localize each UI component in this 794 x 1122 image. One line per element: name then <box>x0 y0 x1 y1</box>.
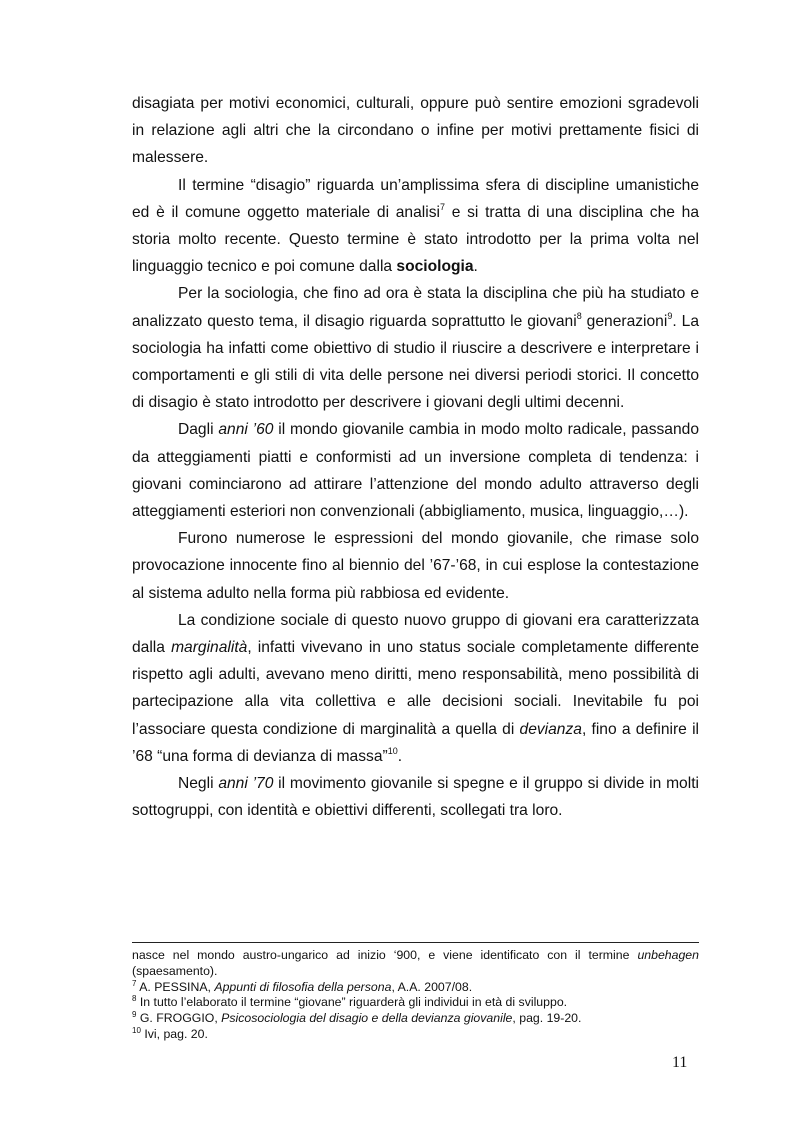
footnote-ref-8: 8 <box>576 310 582 321</box>
footnote-continuation: nasce nel mondo austro-ungarico ad inizio ‘900, e viene identificato con il termine unbehagen (spaesamento). <box>132 948 699 978</box>
bold-term: sociologia <box>396 258 474 276</box>
footnote-7: $^7$ A. PESSINA, Appunti di filosofia della persona, A.A. 2007/08. <box>132 978 473 994</box>
footnote-ref-10: 10 <box>387 745 398 756</box>
body-text <box>132 90 699 824</box>
footnote-10: $^{10}$ Ivi, pag. 20. <box>132 1025 208 1041</box>
paragraph-4: Dagli anni ’60 il mondo giovanile cambia in modo molto radicale, passando da atteggiamenti piatti e conformisti ad un inversione completa di tendenza: i giovani cominciarono ad attirare l’attenzione del mondo adulto attraverso degli atteggiamenti esteriori non convenzionali (abbigliamento, musica, linguaggio,…). <box>132 421 699 521</box>
footnote-8: $^8$ In tutto l’elaborato il termine “giovane” riguarderà gli individui in età di sviluppo. <box>132 994 568 1010</box>
paragraph-3: Per la sociologia, che fino ad ora è stata la disciplina che più ha studiato e analizzato questo tema, il disagio riguarda soprattutto le giovani$^8$ generazioni$^9$. La sociologia ha infatti come obiettivo di studio il riuscire a descrivere e interpretare i comportamenti e gli stili di vita delle persone nei diversi periodi storici. Il concetto di disagio è stato introdotto per descrivere i giovani degli ultimi decenni. <box>132 285 699 412</box>
footnote-separator <box>132 942 699 943</box>
footnote-ref-7: 7 <box>439 201 445 212</box>
paragraph-2: Il termine “disagio” riguarda un’amplissima sfera di discipline umanistiche ed è il comune oggetto materiale di analisi$^7$ e si tratta di una disciplina che ha storia molto recente. Questo termine è stato introdotto per la prima volta nel linguaggio tecnico e poi comune dalla sociologia. <box>132 176 699 276</box>
paragraph-5: Furono numerose le espressioni del mondo giovanile, che rimase solo provocazione innocente fino al biennio del ’67-’68, in cui esplose la contestazione al sistema adulto nella forma più rabbiosa ed evidente. <box>132 530 699 602</box>
footnote-ref-9: 9 <box>667 310 673 321</box>
paragraph-7: Negli anni ’70 il movimento giovanile si spegne e il gruppo si divide in molti sottogruppi, con identità e obiettivi differenti, scollegati tra loro. <box>132 775 699 820</box>
paragraph-6: La condizione sociale di questo nuovo gruppo di giovani era caratterizzata dalla marginalità, infatti vivevano in uno status sociale completamente differente rispetto agli adulti, avevano meno diritti, meno responsabilità, meno possibilità di partecipazione alla vita collettiva e alle decisioni sociali. Inevitabile fu poi l’associare questa condizione di marginalità a quella di devianza, fino a definire il ’68 “una forma di devianza di massa”$^{10}$. <box>132 611 699 765</box>
footnotes <box>132 948 699 1043</box>
page-number: 11 <box>672 1054 688 1071</box>
footnote-9: $^9$ G. FROGGIO, Psicosociologia del disagio e della devianza giovanile, pag. 19-20. <box>132 1010 582 1026</box>
paragraph-1: disagiata per motivi economici, culturali, oppure può sentire emozioni sgradevoli in relazione agli altri che la circondano o infine per motivi prettamente fisici di malessere. <box>132 95 699 167</box>
